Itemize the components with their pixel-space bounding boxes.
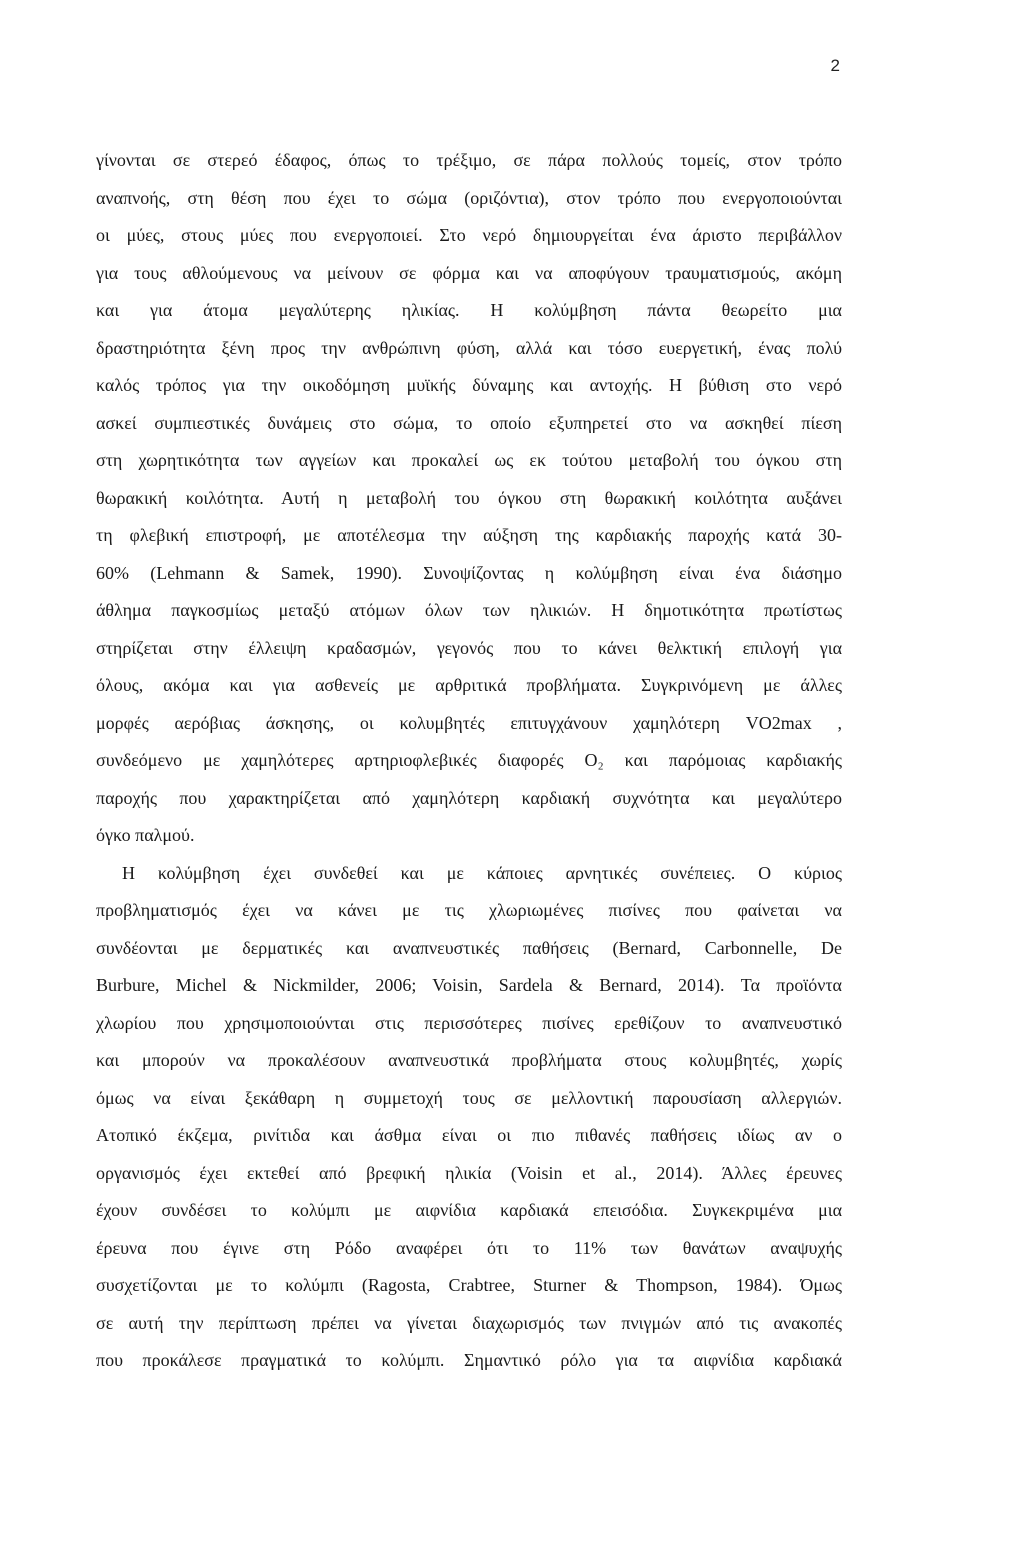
text-line: δραστηριότητα ξένη προς την ανθρώπινη φύση, αλλά και τόσο ευεργετική, ένας πολύ <box>96 337 842 358</box>
text-line: καλός τρόπος για την οικοδόμηση μυϊκής δύναμης και αντοχής. Η βύθιση στο νερό <box>96 375 842 395</box>
text-line: ασκεί συμπιεστικές δυνάμεις στο σώμα, το οποίο εξυπηρετεί στο να ασκηθεί πίεση <box>96 412 842 433</box>
text-line: και για άτομα μεγαλύτερης ηλικίας. Η κολύμβηση πάντα θεωρείτο μια <box>96 300 842 320</box>
text-line: τη φλεβική επιστροφή, με αποτέλεσμα την αύξηση της καρδιακής παροχής κατά 30- <box>96 525 842 545</box>
text-line: όγκο παλμού. <box>96 825 195 845</box>
text-line: για τους αθλούμενους να μείνουν σε φόρμα και να αποφύγουν τραυματισμούς, ακόμη <box>96 262 842 283</box>
text-line: θωρακική κοιλότητα. Αυτή η μεταβολή του όγκου στη θωρακική κοιλότητα αυξάνει <box>96 487 842 508</box>
text-line: όμως να είναι ξεκάθαρη η συμμετοχή τους σε μελλοντική παρουσίαση αλλεργιών. <box>96 1087 842 1108</box>
text-line: σε αυτή την περίπτωση πρέπει να γίνεται διαχωρισμός των πνιγμών από τις ανακοπές <box>96 1312 842 1333</box>
text-line: συνδεόμενο με χαμηλότερες αρτηριοφλεβικές διαφορές O₂ και παρόμοιας καρδιακής <box>96 750 842 770</box>
body-text <box>96 142 842 1380</box>
text-line: στη χωρητικότητα των αγγείων και προκαλεί ως εκ τούτου μεταβολή του όγκου στη <box>96 450 842 470</box>
text-line: Ατοπικό έκζεμα, ρινίτιδα και άσθμα είναι οι πιο πιθανές παθήσεις ιδίως αν ο <box>96 1125 842 1145</box>
text-line: συνδέονται με δερματικές και αναπνευστικές παθήσεις (Bernard, Carbonnelle, De <box>96 937 842 958</box>
page-number: 2 <box>830 56 840 75</box>
text-line: που προκάλεσε πραγματικά το κολύμπι. Σημαντικό ρόλο για τα αιφνίδια καρδιακά <box>96 1350 842 1370</box>
text-line: γίνονται σε στερεό έδαφος, όπως το τρέξιμο, σε πάρα πολλούς τομείς, στον τρόπο <box>96 150 842 170</box>
text-line: έχουν συνδέσει το κολύμπι με αιφνίδια καρδιακά επεισόδια. Συγκεκριμένα μια <box>96 1200 842 1220</box>
text-line: παροχής που χαρακτηρίζεται από χαμηλότερη καρδιακή συχνότητα και μεγαλύτερο <box>96 787 842 808</box>
text-line: Burbure, Michel & Nickmilder, 2006; Voisin, Sardela & Bernard, 2014). Τα προϊόντα <box>96 975 842 995</box>
text-line: άθλημα παγκοσμίως μεταξύ ατόμων όλων των ηλικιών. Η δημοτικότητα πρωτίστως <box>96 600 842 620</box>
text-line: συσχετίζονται με το κολύμπι (Ragosta, Crabtree, Sturner & Thompson, 1984). Όμως <box>96 1275 842 1295</box>
text-line: στηρίζεται στην έλλειψη κραδασμών, γεγονός που το κάνει θελκτική επιλογή για <box>96 637 842 658</box>
text-line: Η κολύμβηση έχει συνδεθεί και με κάποιες αρνητικές συνέπειες. Ο κύριος <box>122 862 842 883</box>
text-line: όλους, ακόμα και για ασθενείς με αρθριτικά προβλήματα. Συγκρινόμενη με άλλες <box>96 675 842 695</box>
text-line: οι μύες, στους μύες που ενεργοποιεί. Στο νερό δημιουργείται ένα άριστο περιβάλλον <box>96 225 842 245</box>
text-line: χλωρίου που χρησιμοποιούνται στις περισσότερες πισίνες ερεθίζουν το αναπνευστικό <box>96 1012 842 1033</box>
text-line: και μπορούν να προκαλέσουν αναπνευστικά προβλήματα στους κολυμβητές, χωρίς <box>96 1050 842 1070</box>
text-line: αναπνοής, στη θέση που έχει το σώμα (οριζόντια), στον τρόπο που ενεργοποιούνται <box>96 187 842 208</box>
text-line: προβληματισμός έχει να κάνει με τις χλωριωμένες πισίνες που φαίνεται να <box>96 900 842 920</box>
text-line: οργανισμός έχει εκτεθεί από βρεφική ηλικία (Voisin et al., 2014). Άλλες έρευνες <box>96 1162 842 1183</box>
text-line: έρευνα που έγινε στη Ρόδο αναφέρει ότι το 11% των θανάτων αναψυχής <box>96 1237 842 1258</box>
text-line: 60% (Lehmann & Samek, 1990). Συνοψίζοντας η κολύμβηση είναι ένα διάσημο <box>96 562 842 583</box>
text-line: μορφές αερόβιας άσκησης, οι κολυμβητές επιτυγχάνουν χαμηλότερη VO2max , <box>96 712 842 733</box>
